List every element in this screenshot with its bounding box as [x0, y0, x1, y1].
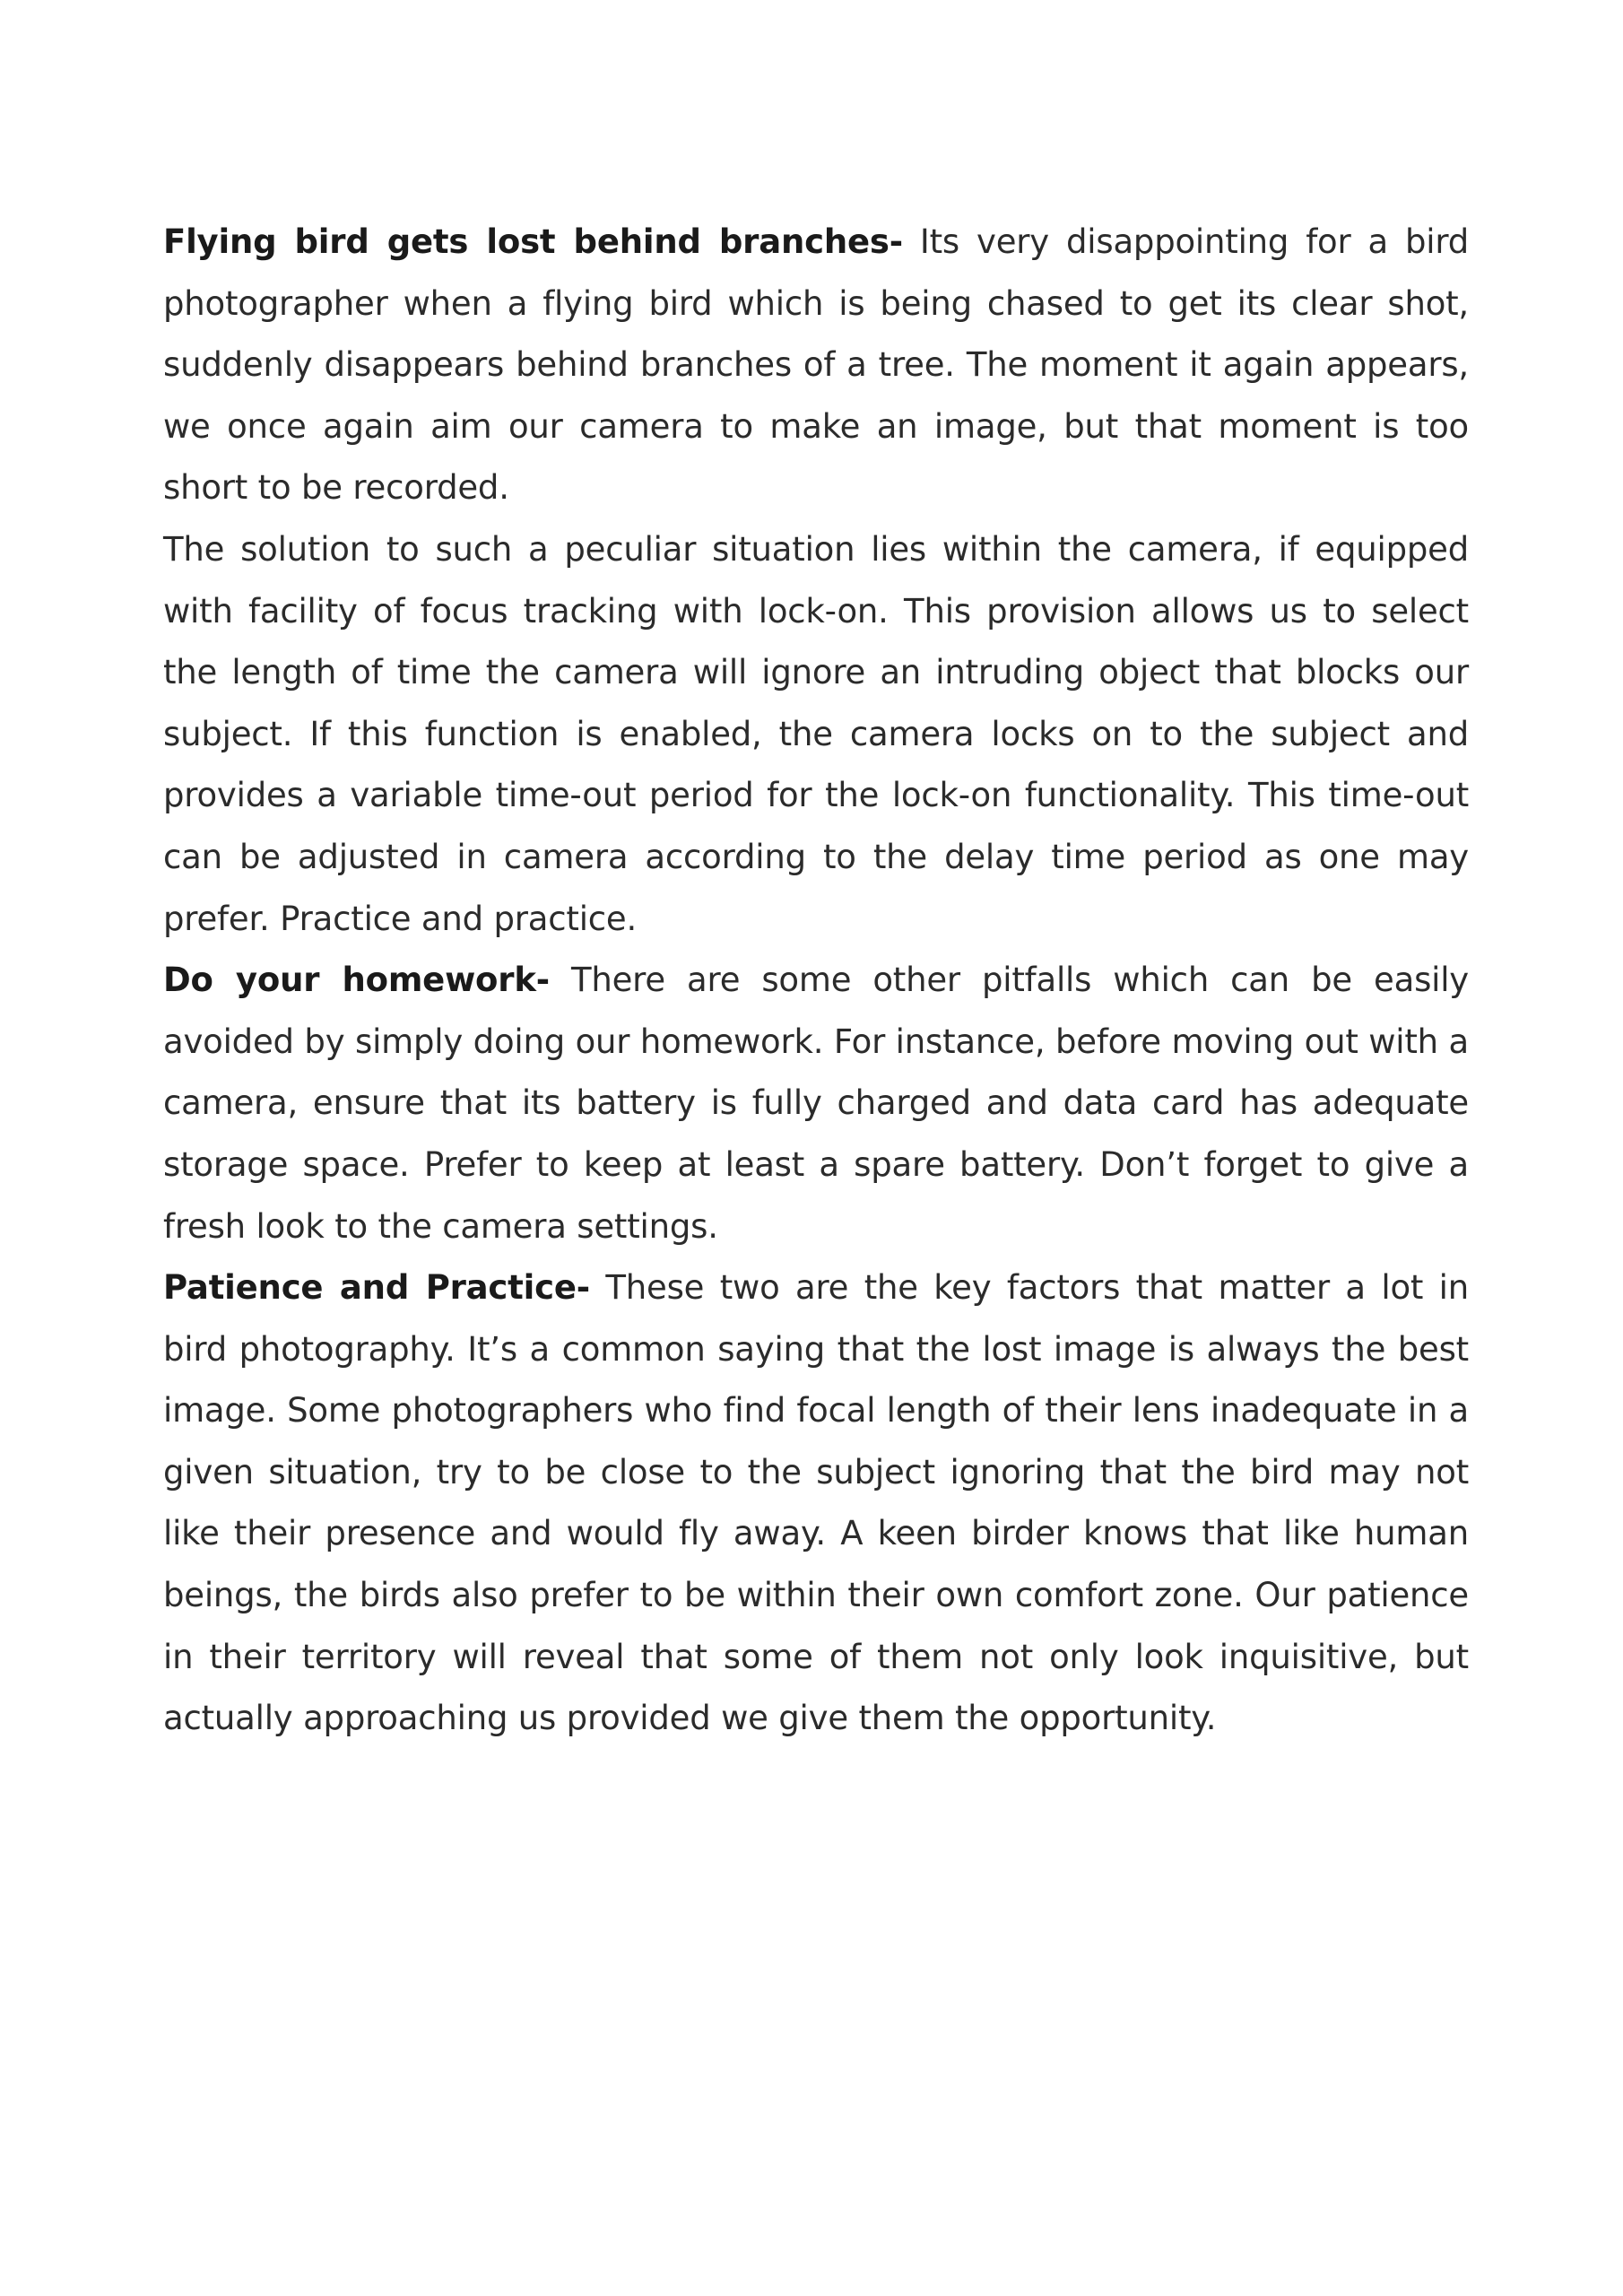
paragraph-homework: [163, 950, 1469, 1257]
paragraph-heading: Flying bird gets lost behind branches-: [163, 222, 903, 261]
paragraph-heading: Patience and Practice-: [163, 1268, 590, 1308]
paragraph-heading: Do your homework-: [163, 961, 550, 1000]
paragraph-body: There are some other pitfalls which can be easily avoided by simply doing our homework. For instance, before moving out with a camera, ensure that its battery is fully charged and data card has adequate storage space. Prefer to keep at least a spare battery. Don’t forget to give a fresh look to the camera settings.: [163, 961, 1470, 1246]
paragraph-patience: [163, 1257, 1469, 1750]
paragraph-flying-bird: [163, 212, 1469, 519]
paragraph-body: The solution to such a peculiar situation lies within the camera, if equipped with facility of focus tracking with lock-on. This provision allows us to select the length of time the camera will ignore an intruding object that blocks our subject. If this function is enabled, the camera locks on to the subject and provides a variable time-out period for the lock-on functionality. This time-out can be adjusted in camera according to the delay time period as one may prefer. Practice and practice.: [163, 529, 1469, 938]
paragraph-body: Its very disappointing for a bird photographer when a flying bird which is being chased to get its clear shot, suddenly disappears behind branches of a tree. The moment it again appears, we once again aim our camera to make an image, but that moment is too short to be recorded.: [163, 222, 1469, 508]
paragraph-body: These two are the key factors that matter a lot in bird photography. It’s a common saying that the lost image is always the best image. Some photographers who find focal length of their lens inadequate in a given situation, try to be close to the subject ignoring that the bird may not like their presence and would fly away. A keen birder knows that like human beings, the birds also prefer to be within their own comfort zone. Our patience in their territory will reveal that some of them not only look inquisitive, but actually approaching us provided we give them the opportunity.: [163, 1268, 1469, 1738]
body-text: [163, 212, 1469, 1750]
paragraph-focus-tracking: [163, 519, 1469, 950]
